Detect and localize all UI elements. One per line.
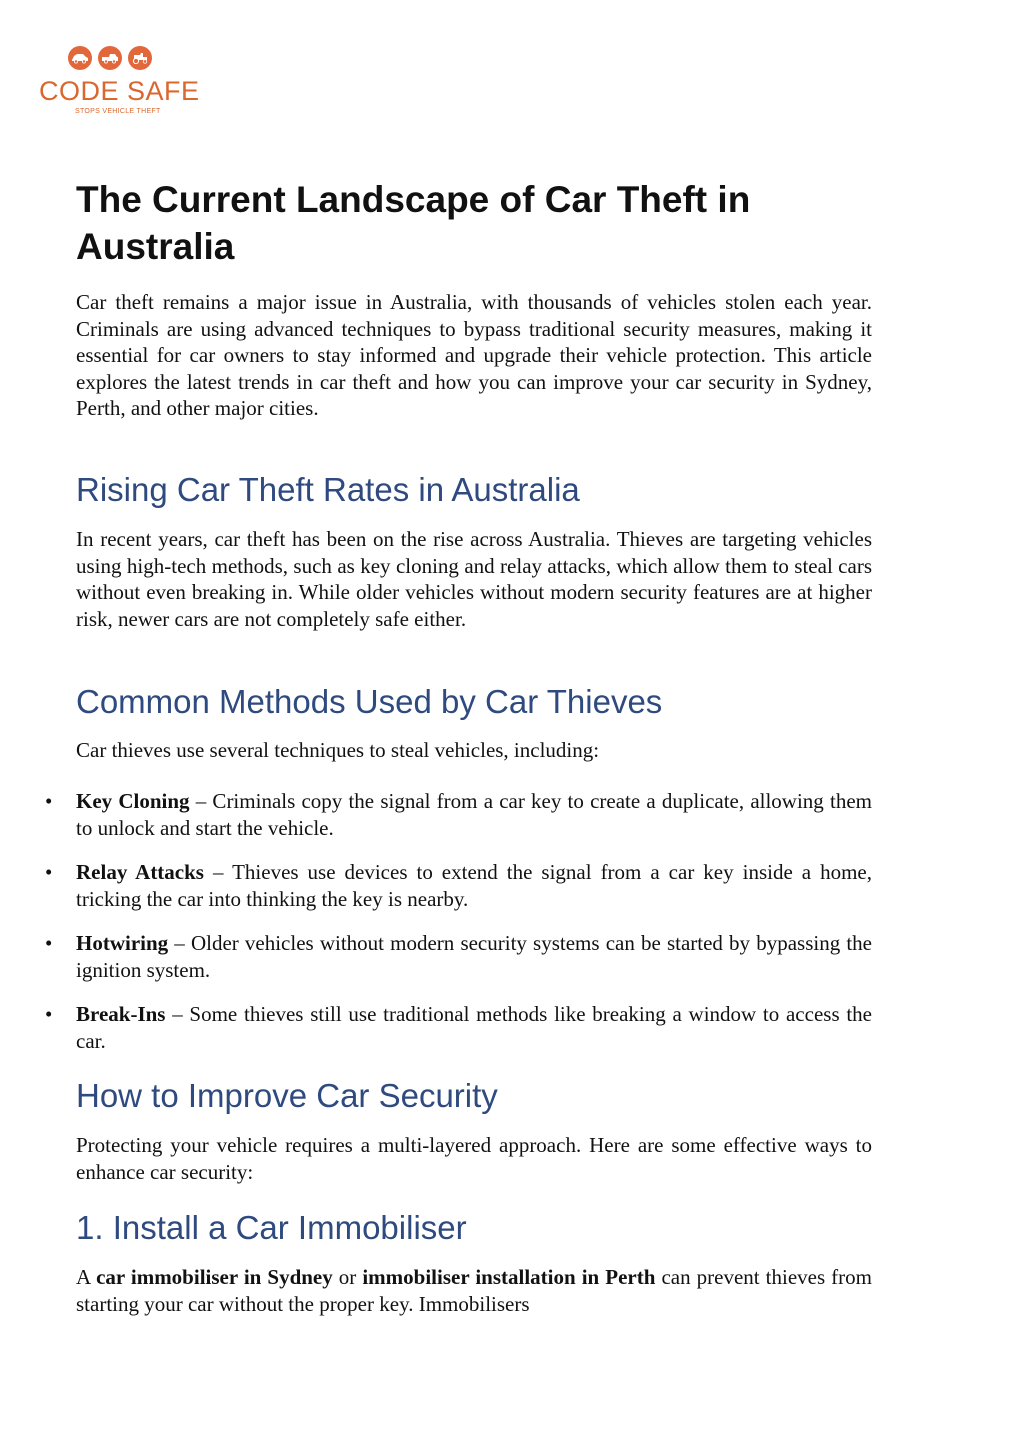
logo-icon-row [68, 46, 152, 70]
heading-improve-security: How to Improve Car Security [76, 1077, 498, 1114]
list-item-term: Hotwiring [76, 931, 169, 955]
list-item-text: – Thieves use devices to extend the signal from a car key inside a home, tricking the car into thinking the key is nearby. [76, 860, 872, 911]
logo-name: CODE SAFE [39, 76, 200, 106]
immobiliser-text-prefix: A [76, 1265, 97, 1289]
list-item-text: – Older vehicles without modern security systems can be started by bypassing the ignition system. [76, 931, 872, 982]
immobiliser-text-suffix: can prevent thieves from starting your car without the proper key. Immobilisers [76, 1265, 872, 1316]
article-title: The Current Landscape of Car Theft in Australia [76, 179, 751, 267]
immobiliser-installation-perth-link[interactable]: immobiliser installation in Perth [362, 1265, 656, 1289]
improve-paragraph: Protecting your vehicle requires a multi-layered approach. Here are some effective ways to enhance car security: [76, 1133, 872, 1184]
tractor-icon [128, 46, 152, 70]
intro-paragraph: Car theft remains a major issue in Australia, with thousands of vehicles stolen each year. Criminals are using advanced techniques to bypass traditional security measures, making it essential for car owners to stay informed and upgrade their vehicle protection. This article explores the latest trends in car theft and how you can improve your car security in Sydney, Perth, and other major cities. [76, 290, 872, 420]
methods-list [76, 788, 872, 1054]
list-item [76, 930, 872, 983]
rising-paragraph: In recent years, car theft has been on the rise across Australia. Thieves are targeting vehicles using high-tech methods, such as key cloning and relay attacks, which allow them to steal cars without even breaking in. While older vehicles without modern security features are at higher risk, newer cars are not completely safe either. [76, 527, 872, 631]
article [76, 176, 872, 1316]
heading-rising-car-theft: Rising Car Theft Rates in Australia [76, 471, 580, 508]
list-item-term: Break-Ins [76, 1002, 166, 1026]
car-icon [68, 46, 92, 70]
list-item-text: – Some thieves still use traditional methods like breaking a window to access the car. [76, 1002, 872, 1053]
list-item [76, 859, 872, 912]
logo-tagline: STOPS VEHICLE THEFT [75, 108, 161, 115]
heading-install-immobiliser: 1. Install a Car Immobiliser [76, 1209, 467, 1246]
list-item [76, 788, 872, 841]
immobiliser-paragraph [76, 1264, 872, 1317]
car-immobiliser-sydney-link[interactable]: car immobiliser in Sydney [96, 1265, 333, 1289]
code-safe-logo [38, 42, 200, 118]
immobiliser-text-mid: or [332, 1265, 363, 1289]
methods-intro: Car thieves use several techniques to steal vehicles, including: [76, 738, 600, 762]
list-item [76, 1001, 872, 1054]
heading-common-methods: Common Methods Used by Car Thieves [76, 683, 663, 720]
list-item-text: – Criminals copy the signal from a car key to create a duplicate, allowing them to unlock and start the vehicle. [76, 789, 872, 840]
list-item-term: Relay Attacks [76, 860, 204, 884]
pickup-truck-icon [98, 46, 122, 70]
list-item-term: Key Cloning [76, 789, 190, 813]
